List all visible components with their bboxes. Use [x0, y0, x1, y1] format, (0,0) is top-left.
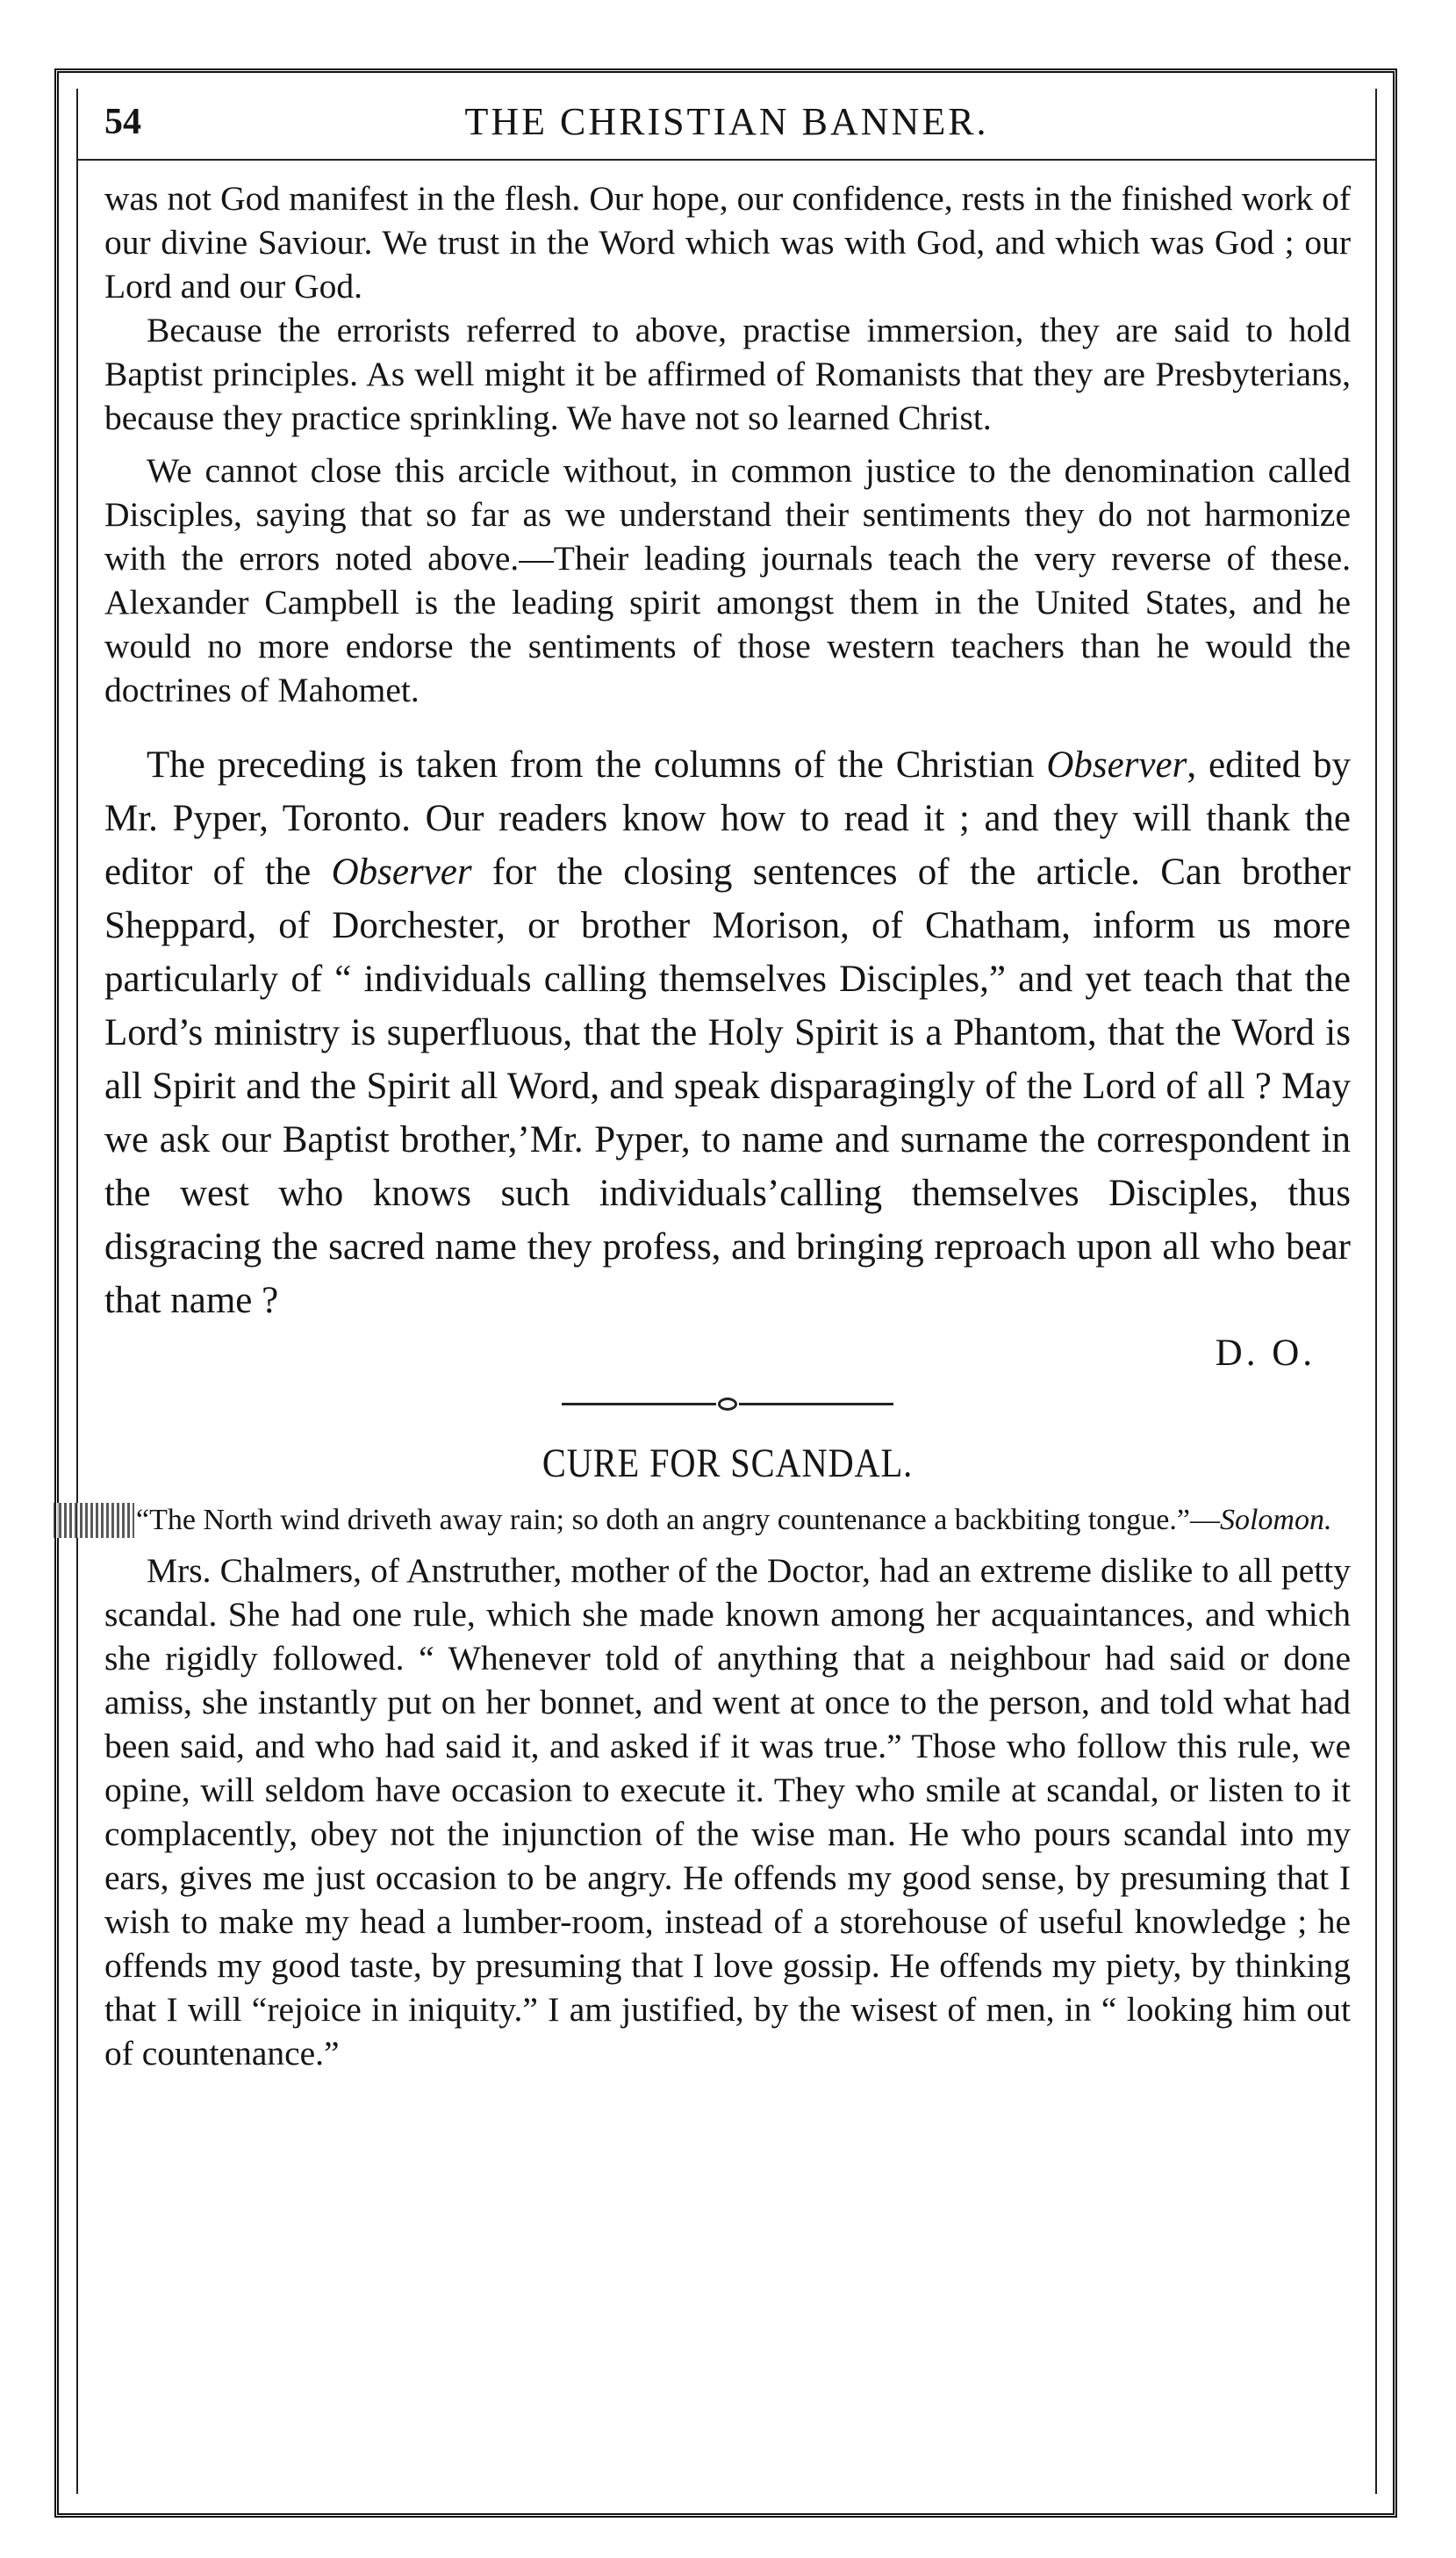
divider-ornament: [718, 1398, 737, 1411]
signature: D. O.: [1215, 1333, 1316, 1374]
section-divider: [104, 1390, 1351, 1417]
observer-title: Observer: [331, 851, 472, 893]
page-inner-frame: [76, 89, 1377, 2494]
article-paragraph: Because the errorists referred to above, practise immersion, they are said to hold Baptist principles. As well might it be affirmed of Romanists that they are Presbyterians, because they practice sprinkling. We have not so learned Christ.: [104, 311, 1351, 437]
page-body: [104, 176, 1351, 2075]
page-header: [78, 89, 1375, 161]
ink-blot: [54, 1503, 134, 1538]
epigraph-block: [104, 1501, 1351, 1540]
commentary-text: The preceding is taken from the columns of the Christian: [147, 744, 1047, 786]
divider-rule: [739, 1403, 893, 1405]
commentary-text: for the closing sentences of the article. Can brother Sheppard, of Dorchester, or brother Morison, of Chatham, inform us more particularly of “ individuals calling themselves Disciples,” and yet teach that the Lord’s ministry is superfluous, that the Holy Spirit is a Phantom, that the Word is all Spirit and the Spirit all Word, and speak disparagingly of the Lord of all ? May we ask our Baptist brother,’Mr. Pyper, to name and surname the correspondent in the west who knows such individuals’calling themselves Disciples, thus disgracing the sacred name they profess, and bringing reproach upon all who bear that name ?: [104, 851, 1351, 1321]
epigraph-text: “The North wind driveth away rain; so doth an angry countenance a backbiting tongue.”—: [136, 1504, 1220, 1536]
article-paragraph: We cannot close this arcicle without, in common justice to the denomination called Disciples, saying that so far as we understand their sentiments they do not harmonize with the errors noted above.—Their leading journals teach the very reverse of these. Alexander Campbell is the leading spirit amongst them in the United States, and he would no more endorse the sentiments of those western teachers than he would the doctrines of Mahomet.: [104, 451, 1351, 709]
article-paragraph: was not God manifest in the flesh. Our hope, our confidence, rests in the finished work of our divine Saviour. We trust in the Word which was with God, and which was God ; our Lord and our God.: [104, 179, 1351, 305]
editorial-commentary: [104, 738, 1351, 1327]
commentary-text: , edited by Mr. Pyper, Toronto. Our readers know how to read it ; and they will thank the editor of the: [104, 744, 1351, 893]
page-number: 54: [104, 102, 141, 142]
observer-title: Observer: [1046, 744, 1187, 786]
epigraph: [104, 1501, 1351, 1540]
section-title: CURE FOR SCANDAL.: [542, 1441, 914, 1486]
epigraph-attribution: Solomon.: [1219, 1504, 1332, 1536]
divider-rule: [562, 1403, 716, 1405]
section-body: Mrs. Chalmers, of Anstruther, mother of the Doctor, had an extreme dislike to all petty scandal. She had one rule, which she made known among her acquaintances, and which she rigidly followed. “ Whenever told of anything that a neighbour had said or done amiss, she instantly put on her bonnet, and went at once to the person, and told what had been said, and who had said it, and asked if it was true.” Those who follow this rule, we opine, will seldom have occasion to execute it. They who smile at scandal, or listen to it complacently, obey not the injunction of the wise man. He who pours scandal into my ears, gives me just occasion to be angry. He offends my good sense, by presuming that I wish to make my head a lumber-room, instead of a storehouse of useful knowledge ; he offends my good taste, by presuming that I love gossip. He offends my piety, by thinking that I will “rejoice in iniquity.” I am justified, by the wisest of men, in “ looking him out of countenance.”: [104, 1551, 1351, 2073]
running-head: THE CHRISTIAN BANNER.: [464, 100, 989, 143]
page-frame: [54, 68, 1397, 2518]
